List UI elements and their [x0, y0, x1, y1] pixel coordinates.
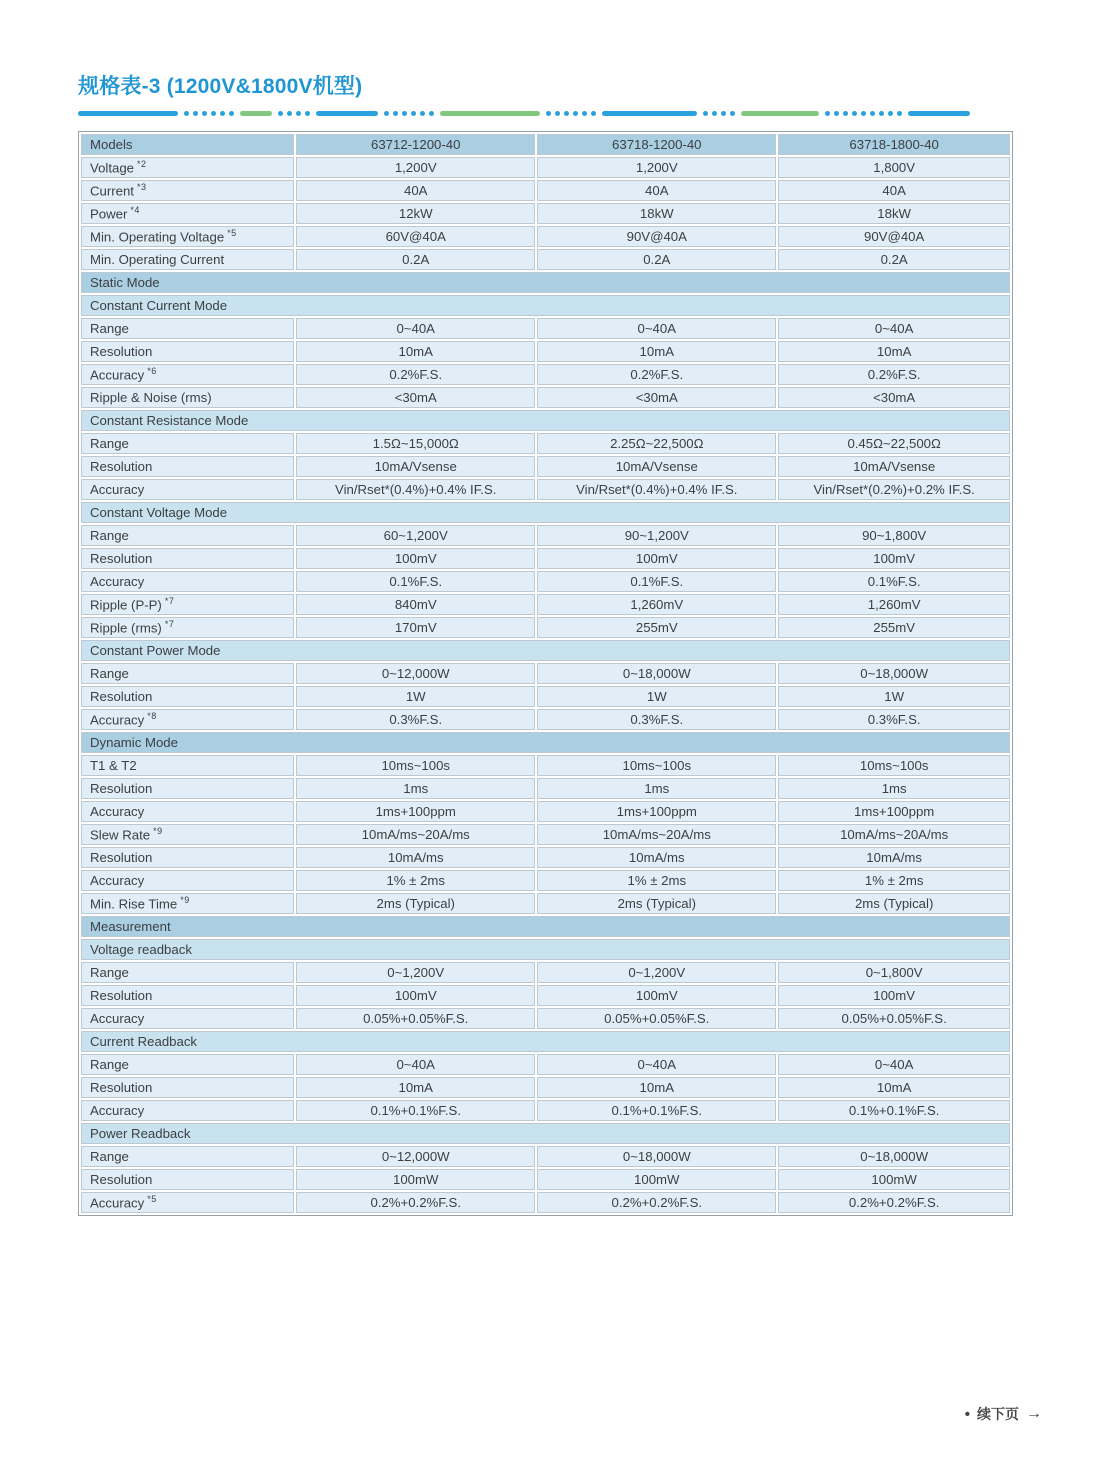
spec-value: 1ms [537, 778, 776, 799]
spec-value: 90V@40A [537, 226, 776, 247]
spec-row [81, 594, 1010, 615]
divider-dash [602, 111, 697, 116]
spec-value: 0.2%+0.2%F.S. [778, 1192, 1010, 1213]
divider-dot [591, 111, 596, 116]
subsection-header-row [81, 410, 1010, 431]
spec-value: 0~18,000W [537, 663, 776, 684]
spec-value: 10ms~100s [296, 755, 535, 776]
spec-row [81, 364, 1010, 385]
divider-dash [440, 111, 540, 116]
divider-dot [429, 111, 434, 116]
spec-value: 0.3%F.S. [537, 709, 776, 730]
spec-value: 0~12,000W [296, 663, 535, 684]
spec-value: 10mA [778, 1077, 1010, 1098]
section-header-row [81, 732, 1010, 753]
spec-table [78, 131, 1013, 1216]
spec-value: 60V@40A [296, 226, 535, 247]
divider-dot [852, 111, 857, 116]
spec-value: 1,260mV [537, 594, 776, 615]
spec-value: 1,800V [778, 157, 1010, 178]
decorative-divider [78, 110, 1034, 116]
spec-value: 0.05%+0.05%F.S. [537, 1008, 776, 1029]
spec-value: 100mV [778, 548, 1010, 569]
spec-row [81, 249, 1010, 270]
row-label: Resolution [81, 686, 294, 707]
divider-dash [316, 111, 378, 116]
row-label: Resolution [81, 778, 294, 799]
row-label: Range [81, 1146, 294, 1167]
spec-row [81, 985, 1010, 1006]
spec-value: 0.1%F.S. [537, 571, 776, 592]
divider-dot-group [184, 111, 234, 116]
row-label: Ripple & Noise (rms) [81, 387, 294, 408]
spec-value: 90V@40A [778, 226, 1010, 247]
divider-dot [278, 111, 283, 116]
spec-value: 0.2A [778, 249, 1010, 270]
spec-value: 0.1%+0.1%F.S. [537, 1100, 776, 1121]
row-label: Accuracy $^{*8}$ [81, 709, 294, 730]
spec-row [81, 203, 1010, 224]
spec-value: 0~18,000W [537, 1146, 776, 1167]
spec-value: 100mV [778, 985, 1010, 1006]
row-label: Range [81, 433, 294, 454]
divider-dot [843, 111, 848, 116]
spec-value: Vin/Rset*(0.4%)+0.4% IF.S. [296, 479, 535, 500]
model-name: 63718-1800-40 [778, 134, 1010, 155]
divider-dot [193, 111, 198, 116]
spec-value: 0.2%F.S. [537, 364, 776, 385]
spec-row [81, 341, 1010, 362]
spec-value: 10mA/Vsense [296, 456, 535, 477]
row-label: Power $^{*4}$ [81, 203, 294, 224]
spec-value: 1% ± 2ms [537, 870, 776, 891]
row-label: Slew Rate $^{*9}$ [81, 824, 294, 845]
spec-value: 840mV [296, 594, 535, 615]
spec-row [81, 824, 1010, 845]
spec-row [81, 1054, 1010, 1075]
divider-dash [78, 111, 178, 116]
footnote-marker: *5 [227, 228, 237, 239]
row-label: Resolution [81, 1077, 294, 1098]
spec-value: 100mW [296, 1169, 535, 1190]
spec-row [81, 617, 1010, 638]
subsection-header-row [81, 502, 1010, 523]
spec-row [81, 801, 1010, 822]
spec-value: 10ms~100s [778, 755, 1010, 776]
subsection-label: Constant Power Mode [81, 640, 1010, 661]
row-label: Ripple (rms) $^{*7}$ [81, 617, 294, 638]
spec-value: 2ms (Typical) [296, 893, 535, 914]
row-label: Accuracy [81, 571, 294, 592]
section-header-row [81, 916, 1010, 937]
spec-value: 60~1,200V [296, 525, 535, 546]
subsection-label: Constant Current Mode [81, 295, 1010, 316]
spec-value: 100mV [537, 985, 776, 1006]
spec-value: 0~40A [778, 318, 1010, 339]
divider-dot-group [278, 111, 310, 116]
spec-row [81, 479, 1010, 500]
spec-value: 1,260mV [778, 594, 1010, 615]
spec-value: 0~18,000W [778, 663, 1010, 684]
footer-continued-next-page [965, 1404, 1042, 1424]
spec-value: 40A [296, 180, 535, 201]
spec-value: 90~1,800V [778, 525, 1010, 546]
spec-value: 100mV [537, 548, 776, 569]
divider-dot [712, 111, 717, 116]
divider-dot [211, 111, 216, 116]
divider-dot [305, 111, 310, 116]
spec-value: 10mA/ms~20A/ms [778, 824, 1010, 845]
row-label: Range [81, 1054, 294, 1075]
footnote-marker: *4 [130, 205, 140, 216]
spec-value: 0.2A [296, 249, 535, 270]
spec-value: 10mA/ms [296, 847, 535, 868]
divider-dot [411, 111, 416, 116]
divider-dash [741, 111, 819, 116]
spec-value: 0.1%F.S. [296, 571, 535, 592]
divider-dash [908, 111, 970, 116]
row-label: T1 & T2 [81, 755, 294, 776]
divider-dot [393, 111, 398, 116]
spec-value: 0.3%F.S. [296, 709, 535, 730]
divider-dot [229, 111, 234, 116]
spec-value: 255mV [537, 617, 776, 638]
spec-value: 0.05%+0.05%F.S. [296, 1008, 535, 1029]
spec-value: 0.2%F.S. [296, 364, 535, 385]
spec-value: 90~1,200V [537, 525, 776, 546]
spec-value: 0~1,200V [296, 962, 535, 983]
row-label: Resolution [81, 548, 294, 569]
spec-value: 10mA/ms [537, 847, 776, 868]
section-label: Dynamic Mode [81, 732, 1010, 753]
divider-dot [184, 111, 189, 116]
spec-row [81, 1169, 1010, 1190]
spec-value: 0~40A [296, 1054, 535, 1075]
spec-value: 100mW [778, 1169, 1010, 1190]
spec-row [81, 318, 1010, 339]
spec-row [81, 962, 1010, 983]
spec-value: 10mA/Vsense [537, 456, 776, 477]
divider-dot [564, 111, 569, 116]
spec-value: 1ms+100ppm [778, 801, 1010, 822]
row-label: Ripple (P-P) $^{*7}$ [81, 594, 294, 615]
row-label: Min. Rise Time $^{*9}$ [81, 893, 294, 914]
spec-row [81, 755, 1010, 776]
row-label: Accuracy $^{*6}$ [81, 364, 294, 385]
spec-value: 10ms~100s [537, 755, 776, 776]
spec-row [81, 571, 1010, 592]
divider-dot-group [703, 111, 735, 116]
row-label: Resolution [81, 847, 294, 868]
spec-value: 1ms [296, 778, 535, 799]
spec-value: 1ms [778, 778, 1010, 799]
spec-value: 1.5Ω~15,000Ω [296, 433, 535, 454]
row-label: Resolution [81, 985, 294, 1006]
spec-row [81, 1077, 1010, 1098]
spec-value: 1W [537, 686, 776, 707]
spec-value: 0.1%+0.1%F.S. [296, 1100, 535, 1121]
footnote-marker: *7 [164, 596, 175, 607]
spec-row [81, 686, 1010, 707]
footer-label: 续下页 [977, 1406, 1019, 1422]
row-label: Accuracy $^{*5}$ [81, 1192, 294, 1213]
subsection-label: Voltage readback [81, 939, 1010, 960]
subsection-header-row [81, 295, 1010, 316]
spec-value: 0~40A [537, 1054, 776, 1075]
row-label: Min. Operating Voltage $^{*5}$ [81, 226, 294, 247]
divider-dot [220, 111, 225, 116]
section-header-row [81, 272, 1010, 293]
spec-value: 0.1%+0.1%F.S. [778, 1100, 1010, 1121]
spec-value: 0~1,200V [537, 962, 776, 983]
spec-row [81, 180, 1010, 201]
divider-dot [402, 111, 407, 116]
row-label: Range [81, 525, 294, 546]
spec-value: 0.05%+0.05%F.S. [778, 1008, 1010, 1029]
spec-row [81, 387, 1010, 408]
row-label: Accuracy [81, 479, 294, 500]
subsection-label: Constant Resistance Mode [81, 410, 1010, 431]
row-label: Accuracy [81, 801, 294, 822]
spec-value: 1% ± 2ms [778, 870, 1010, 891]
subsection-label: Power Readback [81, 1123, 1010, 1144]
spec-value: <30mA [778, 387, 1010, 408]
spec-value: 100mV [296, 985, 535, 1006]
divider-dot-group [384, 111, 434, 116]
spec-value: 1,200V [296, 157, 535, 178]
spec-value: 2ms (Typical) [778, 893, 1010, 914]
spec-value: 1W [296, 686, 535, 707]
spec-row [81, 1146, 1010, 1167]
footnote-marker: *7 [164, 619, 175, 630]
spec-value: 10mA/ms~20A/ms [296, 824, 535, 845]
spec-value: 0.2%F.S. [778, 364, 1010, 385]
spec-row [81, 893, 1010, 914]
spec-row [81, 456, 1010, 477]
spec-value: 1,200V [537, 157, 776, 178]
divider-dot [861, 111, 866, 116]
models-header-row [81, 134, 1010, 155]
footnote-marker: *3 [136, 182, 147, 193]
divider-dot [287, 111, 292, 116]
spec-value: 100mW [537, 1169, 776, 1190]
divider-dot [721, 111, 726, 116]
spec-value: 0.2A [537, 249, 776, 270]
row-label: Resolution [81, 1169, 294, 1190]
spec-value: 12kW [296, 203, 535, 224]
divider-dot-group [546, 111, 596, 116]
footnote-marker: *8 [147, 711, 157, 722]
row-label: Accuracy [81, 1100, 294, 1121]
spec-value: 1ms+100ppm [296, 801, 535, 822]
divider-dot [384, 111, 389, 116]
spec-value: 255mV [778, 617, 1010, 638]
spec-row [81, 1100, 1010, 1121]
arrow-right-icon: → [1026, 1405, 1042, 1422]
row-label: Voltage $^{*2}$ [81, 157, 294, 178]
spec-row [81, 525, 1010, 546]
spec-value: 0.45Ω~22,500Ω [778, 433, 1010, 454]
spec-value: 0~12,000W [296, 1146, 535, 1167]
divider-dot [870, 111, 875, 116]
spec-value: 40A [537, 180, 776, 201]
page-title: 规格表-3 (1200V&1800V机型) [78, 75, 363, 98]
spec-value: 40A [778, 180, 1010, 201]
row-label: Range [81, 663, 294, 684]
subsection-header-row [81, 640, 1010, 661]
spec-value: 0~1,800V [778, 962, 1010, 983]
spec-value: 1% ± 2ms [296, 870, 535, 891]
spec-value: 10mA/ms [778, 847, 1010, 868]
spec-row [81, 709, 1010, 730]
divider-dot [573, 111, 578, 116]
spec-value: 1W [778, 686, 1010, 707]
spec-row [81, 847, 1010, 868]
divider-dot [296, 111, 301, 116]
spec-value: 10mA/Vsense [778, 456, 1010, 477]
divider-dot [834, 111, 839, 116]
spec-value: 0~40A [537, 318, 776, 339]
spec-value: 2.25Ω~22,500Ω [537, 433, 776, 454]
row-label: Models [81, 134, 294, 155]
divider-dot [888, 111, 893, 116]
footnote-marker: *9 [180, 895, 190, 906]
spec-value: 170mV [296, 617, 535, 638]
subsection-label: Current Readback [81, 1031, 1010, 1052]
divider-dot [825, 111, 830, 116]
spec-value: 0.2%+0.2%F.S. [296, 1192, 535, 1213]
spec-row [81, 870, 1010, 891]
row-label: Range [81, 962, 294, 983]
spec-value: 10mA [296, 1077, 535, 1098]
spec-value: 18kW [778, 203, 1010, 224]
divider-dot [555, 111, 560, 116]
spec-value: 2ms (Typical) [537, 893, 776, 914]
spec-value: 100mV [296, 548, 535, 569]
divider-dot [730, 111, 735, 116]
spec-value: 0~40A [296, 318, 535, 339]
spec-row [81, 157, 1010, 178]
row-label: Current $^{*3}$ [81, 180, 294, 201]
spec-row [81, 433, 1010, 454]
spec-row [81, 778, 1010, 799]
spec-value: 18kW [537, 203, 776, 224]
subsection-header-row [81, 1031, 1010, 1052]
spec-row [81, 1192, 1010, 1213]
subsection-header-row [81, 1123, 1010, 1144]
divider-dot-group [825, 111, 902, 116]
subsection-label: Constant Voltage Mode [81, 502, 1010, 523]
spec-value: 10mA [537, 341, 776, 362]
divider-dash [240, 111, 272, 116]
spec-value: <30mA [537, 387, 776, 408]
spec-value: 0.3%F.S. [778, 709, 1010, 730]
row-label: Resolution [81, 456, 294, 477]
footer-bullet: • [964, 1405, 970, 1423]
spec-value: 0~40A [778, 1054, 1010, 1075]
spec-value: Vin/Rset*(0.2%)+0.2% IF.S. [778, 479, 1010, 500]
divider-dot [879, 111, 884, 116]
section-label: Measurement [81, 916, 1010, 937]
row-label: Accuracy [81, 1008, 294, 1029]
divider-dot [420, 111, 425, 116]
footnote-marker: *9 [153, 826, 163, 837]
spec-value: Vin/Rset*(0.4%)+0.4% IF.S. [537, 479, 776, 500]
footnote-marker: *2 [137, 159, 147, 170]
spec-value: 10mA [778, 341, 1010, 362]
model-name: 63718-1200-40 [537, 134, 776, 155]
spec-value: 0.2%+0.2%F.S. [537, 1192, 776, 1213]
row-label: Resolution [81, 341, 294, 362]
divider-dot [582, 111, 587, 116]
spec-value: 0~18,000W [778, 1146, 1010, 1167]
spec-row [81, 1008, 1010, 1029]
model-name: 63712-1200-40 [296, 134, 535, 155]
spec-value: 1ms+100ppm [537, 801, 776, 822]
footnote-marker: *5 [147, 1194, 157, 1205]
spec-row [81, 663, 1010, 684]
divider-dot [703, 111, 708, 116]
row-label: Accuracy [81, 870, 294, 891]
footnote-marker: *6 [147, 366, 157, 377]
row-label: Min. Operating Current [81, 249, 294, 270]
spec-value: <30mA [296, 387, 535, 408]
subsection-header-row [81, 939, 1010, 960]
spec-row [81, 226, 1010, 247]
section-label: Static Mode [81, 272, 1010, 293]
divider-dot [897, 111, 902, 116]
divider-dot [546, 111, 551, 116]
spec-value: 10mA/ms~20A/ms [537, 824, 776, 845]
divider-dot [202, 111, 207, 116]
spec-row [81, 548, 1010, 569]
spec-value: 10mA [537, 1077, 776, 1098]
spec-value: 0.1%F.S. [778, 571, 1010, 592]
spec-value: 10mA [296, 341, 535, 362]
row-label: Range [81, 318, 294, 339]
